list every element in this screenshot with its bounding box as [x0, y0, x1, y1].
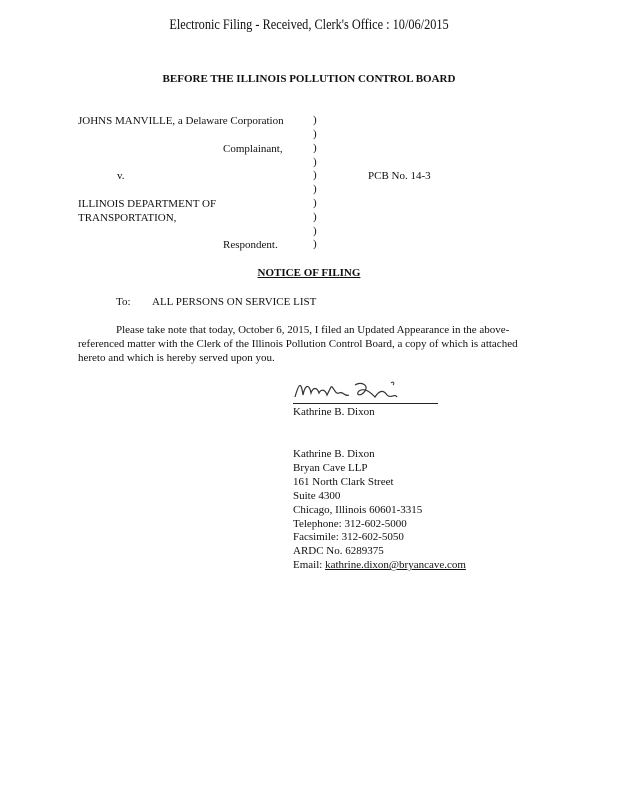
board-title: BEFORE THE ILLINOIS POLLUTION CONTROL BOARD [162, 73, 456, 85]
signature-name: Kathrine B. Dixon [293, 406, 375, 418]
attorney-name: Kathrine B. Dixon [293, 448, 375, 460]
respondent-role: Respondent. [223, 239, 278, 251]
complainant-name: JOHNS MANVILLE, a Delaware Corporation [78, 115, 284, 127]
caption-paren: ) [313, 211, 317, 223]
to-value: ALL PERSONS ON SERVICE LIST [152, 296, 317, 308]
telephone: Telephone: 312-602-5000 [293, 517, 407, 530]
city-state-zip: Chicago, Illinois 60601-3315 [293, 503, 423, 516]
notice-paragraph: Please take note that today, October 6, 2015, I filed an Updated Appearance in the above-referenced matter with the Clerk of the Illinois Pollution Control Board, a copy of which is attached hereto and which is hereby served upon you. [78, 324, 518, 364]
caption-paren: ) [313, 142, 317, 154]
street-address: 161 North Clark Street [293, 475, 394, 488]
caption-paren: ) [313, 238, 317, 250]
email-link[interactable]: kathrine.dixon@bryancave.com [325, 559, 466, 572]
suite: Suite 4300 [293, 489, 341, 502]
versus: v. [117, 170, 125, 182]
caption-paren: ) [313, 183, 317, 195]
caption-paren: ) [313, 197, 317, 209]
signature-line [293, 403, 438, 404]
respondent-name-line1: ILLINOIS DEPARTMENT OF [78, 198, 217, 210]
facsimile: Facsimile: 312-602-5050 [293, 531, 404, 544]
email-line [293, 559, 466, 573]
caption-paren: ) [313, 128, 317, 140]
caption-paren: ) [313, 225, 317, 237]
caption-paren: ) [313, 156, 317, 168]
to-label: To: [116, 296, 131, 308]
attorney-address-block [293, 448, 466, 573]
email-label: Email: [293, 559, 326, 572]
notice-title: NOTICE OF FILING [257, 267, 361, 279]
law-firm: Bryan Cave LLP [293, 461, 368, 474]
ardc-number: ARDC No. 6289375 [293, 545, 384, 558]
complainant-role: Complainant, [223, 143, 283, 155]
filing-stamp-header: Electronic Filing - Received, Clerk's Office : 10/06/2015 [169, 17, 449, 33]
respondent-name-line2: TRANSPORTATION, [78, 212, 177, 224]
caption-paren: ) [313, 114, 317, 126]
caption-paren: ) [313, 169, 317, 181]
case-number: PCB No. 14-3 [368, 170, 431, 182]
signature-image [291, 377, 441, 405]
